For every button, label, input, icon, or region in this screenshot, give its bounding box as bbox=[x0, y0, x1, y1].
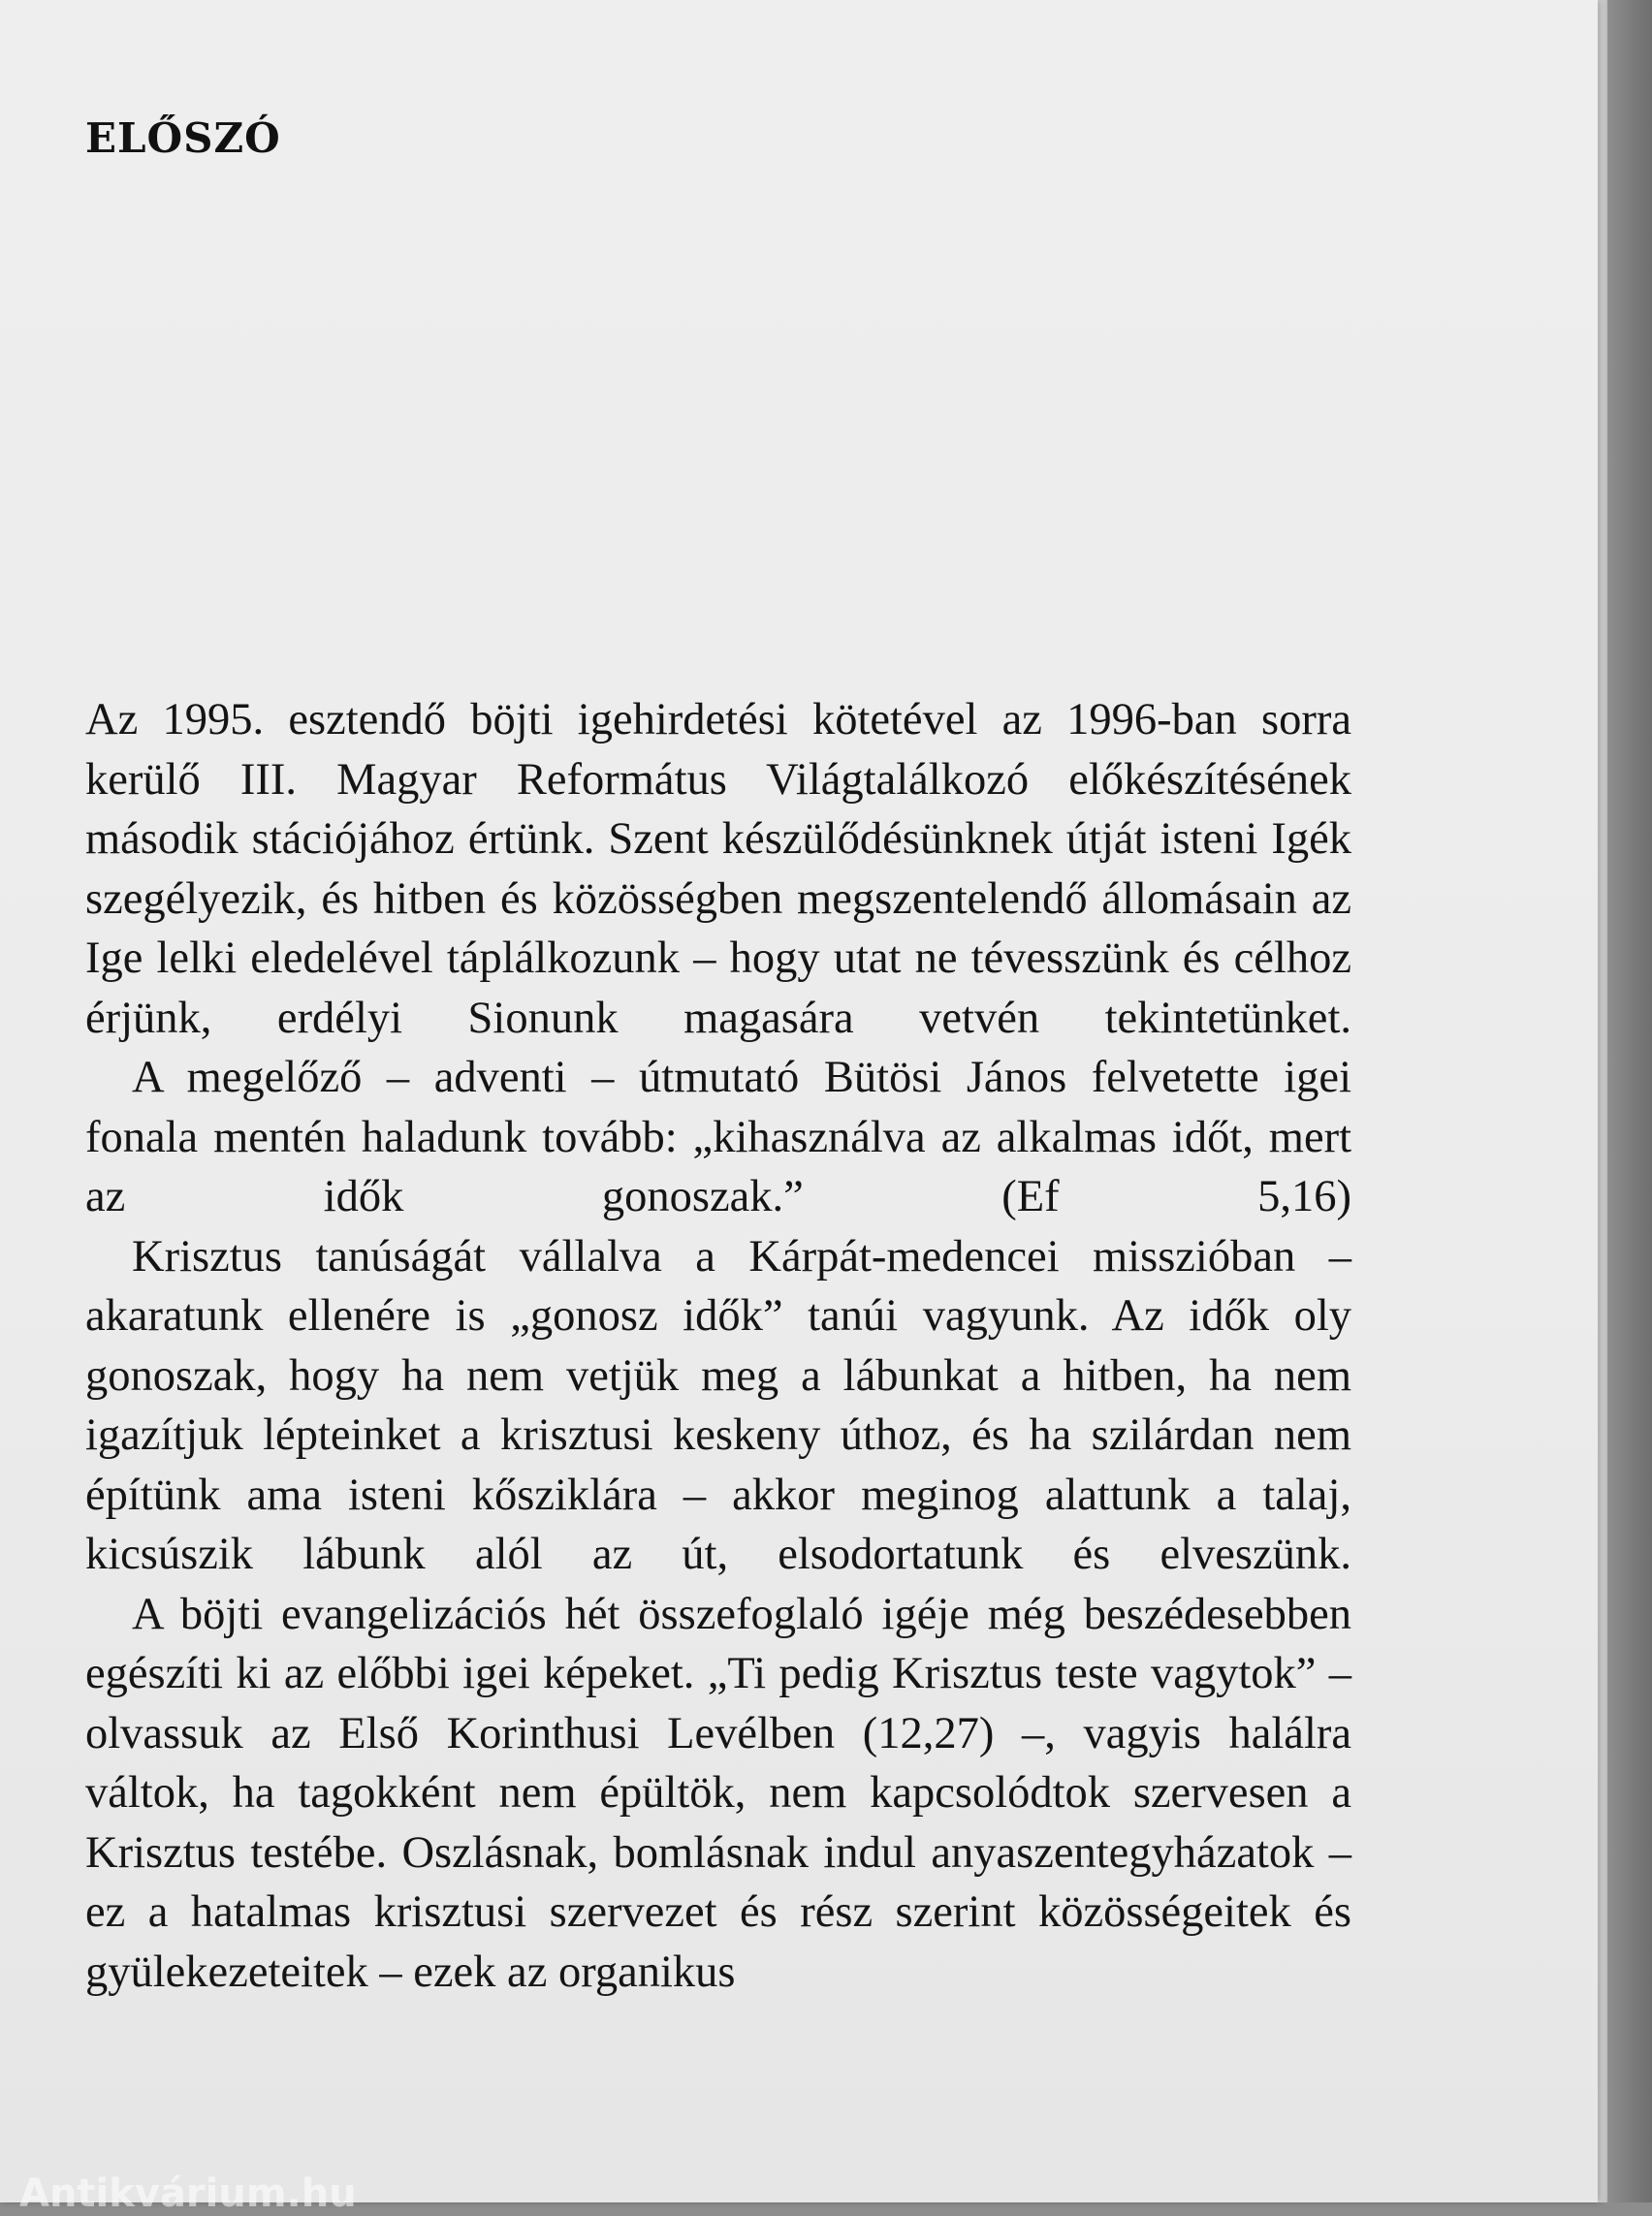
paragraph-4: A böjti evangelizációs hét összefoglaló igéje még beszédesebben egészíti ki az előbbi igei képeket. „Ti pedig Krisztus teste vagytok” – olvassuk az Első Korinthusi Levélben (12,27) –, vagyis halálra váltok, ha tagokként nem épültök, nem kapcsolódtok szervesen a Krisztus testébe. Oszlásnak, bomlásnak indul anyaszentegyházatok – ez a hatalmas krisztusi szervezet és rész szerint közösségeitek és gyülekezeteitek – ezek az organikus bbox=[85, 1589, 1351, 1997]
paragraph-3: Krisztus tanúságát vállalva a Kárpát-medencei misszióban – akaratunk ellenére is „gonosz idők” tanúi vagyunk. Az idők oly gonoszak, hogy ha nem vetjük meg a lábunkat a hitben, ha nem igazítjuk lépteinket a krisztusi keskeny úthoz, és ha szilárdan nem építünk ama isteni kősziklára – akkor meginog alattunk a talaj, kicsúszik lábunk alól az út, elsodortatunk és elveszünk. bbox=[85, 1231, 1351, 1579]
watermark: Antikvárium.hu bbox=[19, 2171, 357, 2216]
paragraph-1: Az 1995. esztendő böjti igehirdetési kötetével az 1996-ban sorra kerülő III. Magyar Református Világtalálkozó előkészítésének második stációjához értünk. Szent készülődésünknek útját isteni Igék szegélyezik, és hitben és közösségben megszentelendő állomásain az Ige lelki eledelével táplálkozunk – hogy utat ne tévesszünk és célhoz érjünk, erdélyi Sionunk magasára vetvén tekintetünket. bbox=[85, 695, 1351, 1043]
page-heading: ELŐSZÓ bbox=[85, 114, 281, 162]
page-edge bbox=[1598, 0, 1607, 2202]
paragraph-2: A megelőző – adventi – útmutató Bütösi János felvetette igei fonala mentén haladunk tovább: „kihasználva az alkalmas időt, mert az idők gonoszak.” (Ef 5,16) bbox=[85, 1053, 1351, 1221]
body-text bbox=[85, 690, 1351, 2002]
